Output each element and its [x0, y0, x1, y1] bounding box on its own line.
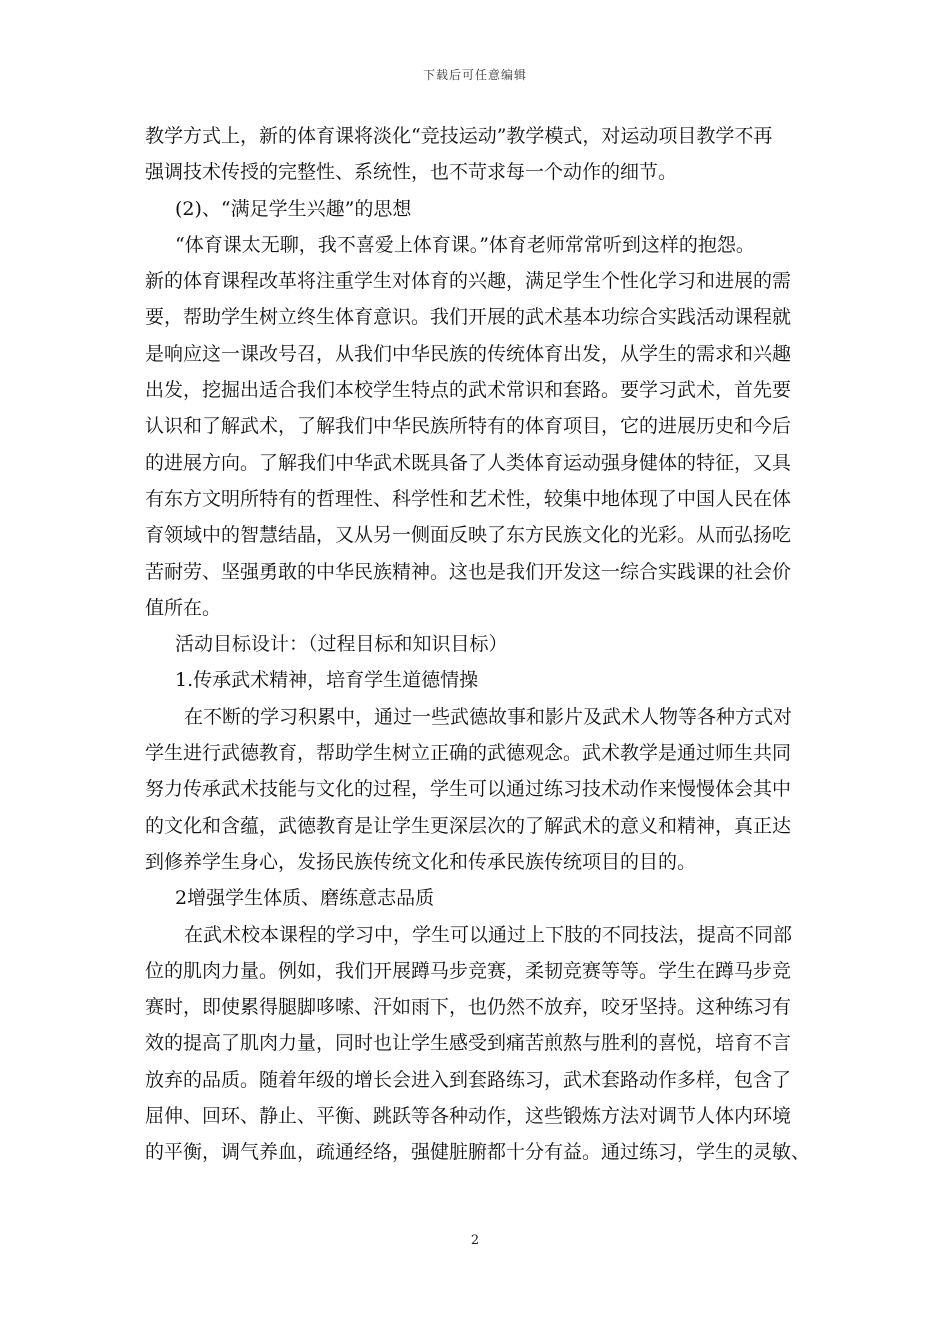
body-line: 的平衡，调气养血，疏通经络，强健脏腑都十分有益。通过练习，学生的灵敏、: [145, 1141, 811, 1164]
body-line: 新的体育课程改革将注重学生对体育的兴趣，满足学生个性化学习和进展的需: [145, 270, 792, 293]
body-line: 努力传承武术技能与文化的过程，学生可以通过练习技术动作来慢慢体会其中: [145, 778, 792, 801]
body-line: 赛时，即使累得腿脚哆嗦、汗如雨下，也仍然不放弃，咬牙坚持。这种练习有: [145, 996, 792, 1019]
body-line: 出发，挖掘出适合我们本校学生特点的武术常识和套路。要学习武术，首先要: [145, 379, 792, 402]
body-line: 苦耐劳、坚强勇敢的中华民族精神。这也是我们开发这一综合实践课的社会价: [145, 560, 792, 583]
body-line: 在武术校本课程的学习中，学生可以通过上下肢的不同技法，提高不同部: [184, 923, 793, 946]
body-line: 育领域中的智慧结晶，又从另一侧面反映了东方民族文化的光彩。从而弘扬吃: [145, 524, 792, 547]
body-line: 教学方式上，新的体育课将淡化“竞技运动”教学模式，对运动项目教学不再: [145, 125, 773, 147]
body-line: 强调技术传授的完整性、系统性，也不苛求每一个动作的细节。: [145, 161, 678, 184]
section-heading: (2)、“满足学生兴趣”的思想: [175, 197, 412, 220]
body-line: 认识和了解武术，了解我们中华民族所特有的体育项目，它的进展历史和今后: [145, 415, 792, 438]
page-number: 2: [470, 1233, 480, 1248]
body-line: 学生进行武德教育，帮助学生树立正确的武德观念。武术教学是通过师生共同: [145, 742, 792, 765]
body-line: 到修养学生身心，发扬民族传统文化和传承民族传统项目的目的。: [145, 850, 697, 873]
section-heading: 2增强学生体质、磨练意志品质: [175, 887, 435, 910]
document-body: [145, 118, 810, 1171]
body-line: 屈伸、回环、静止、平衡、跳跃等各种动作，这些锻炼方法对调节人体内环境: [145, 1105, 792, 1128]
body-line: 的文化和含蕴，武德教育是让学生更深层次的了解武术的意义和精神，真正达: [145, 814, 792, 837]
body-line: 位的肌肉力量。例如，我们开展蹲马步竞赛，柔韧竞赛等等。学生在蹲马步竞: [145, 959, 792, 982]
section-heading: 1.传承武术精神，培育学生道德情操: [175, 669, 479, 692]
body-line: 效的提高了肌肉力量，同时也让学生感受到痛苦煎熬与胜利的喜悦，培育不言: [145, 1032, 792, 1055]
body-line: 要，帮助学生树立终生体育意识。我们开展的武术基本功综合实践活动课程就: [145, 306, 792, 329]
body-line: “体育课太无聊，我不喜爱上体育课。”体育老师常常听到这样的抱怨。: [175, 233, 755, 256]
body-line: 的进展方向。了解我们中华武术既具备了人类体育运动强身健体的特征，又具: [145, 451, 792, 474]
body-line: 有东方文明所特有的哲理性、科学性和艺术性，较集中地体现了中国人民在体: [145, 487, 792, 510]
body-line: 在不断的学习积累中，通过一些武德故事和影片及武术人物等各种方式对: [184, 705, 793, 728]
body-line: 放弃的品质。随着年级的增长会进入到套路练习，武术套路动作多样，包含了: [145, 1068, 792, 1091]
body-line: 值所在。: [145, 596, 222, 619]
body-line: 是响应这一课改号召，从我们中华民族的传统体育出发，从学生的需求和兴趣: [145, 342, 792, 365]
section-heading: 活动目标设计：（过程目标和知识目标）: [175, 633, 508, 656]
page-header: 下载后可任意编辑: [422, 68, 527, 82]
